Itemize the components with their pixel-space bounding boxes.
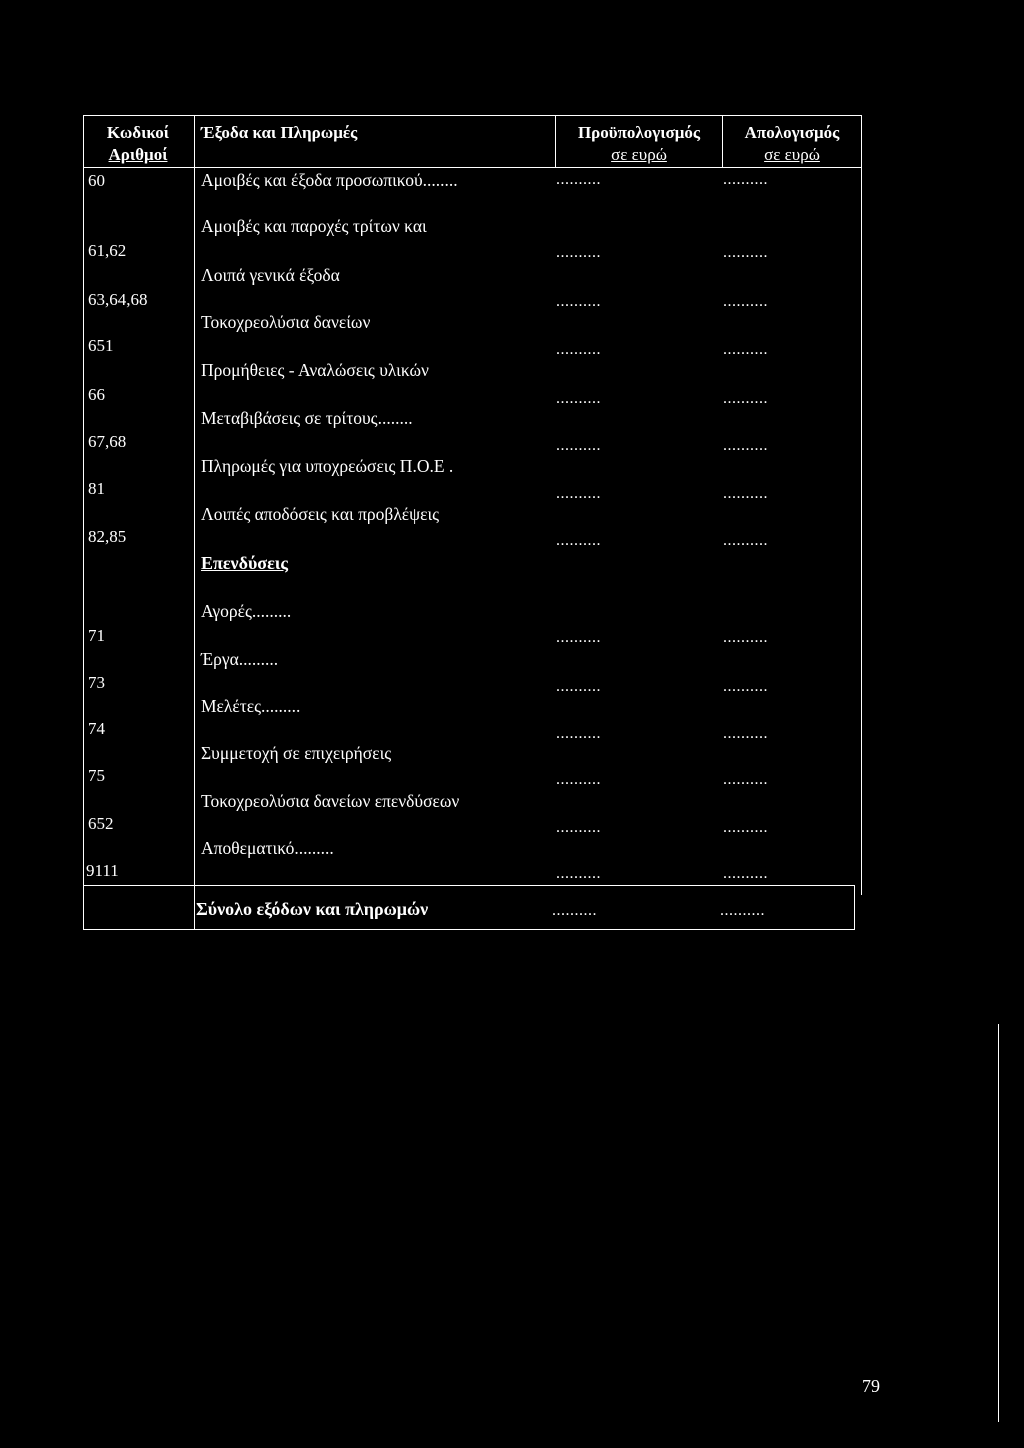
investment-code: 75 <box>88 766 105 785</box>
investment-actual: .......... <box>723 819 768 836</box>
row-actual: .......... <box>723 437 768 454</box>
row-code: 61,62 <box>88 241 127 260</box>
investment-code: 73 <box>88 673 105 692</box>
investment-budget: .......... <box>556 819 601 836</box>
table-border-right <box>861 115 862 895</box>
row-60-budget: .......... <box>556 171 601 188</box>
total-separator <box>83 885 854 886</box>
row-budget: .......... <box>556 293 601 310</box>
row-label: Λοιπές αποδόσεις και προβλέψεις <box>201 504 440 524</box>
investment-label: Μελέτες......... <box>201 696 301 716</box>
investment-budget: .......... <box>556 771 601 788</box>
table-border-right-bottom <box>854 885 855 930</box>
table-border-left <box>83 115 84 930</box>
table-border-top <box>83 115 862 116</box>
investment-code: 9111 <box>86 861 119 880</box>
row-actual: .......... <box>723 293 768 310</box>
total-label: Σύνολο εξόδων και πληρωμών <box>196 899 429 919</box>
row-label: Τοκοχρεολύσια δανείων <box>201 312 371 332</box>
row-label: Λοιπά γενικά έξοδα <box>201 265 340 285</box>
investment-budget: .......... <box>556 678 601 695</box>
row-budget: .......... <box>556 485 601 502</box>
row-budget: .......... <box>556 390 601 407</box>
investment-budget: .......... <box>556 725 601 742</box>
row-code: 81 <box>88 479 105 498</box>
investment-actual: .......... <box>723 771 768 788</box>
row-code: 66 <box>88 385 105 404</box>
investment-actual: .......... <box>723 865 768 882</box>
investment-label: Έργα......... <box>201 649 279 669</box>
investment-label: Τοκοχρεολύσια δανείων επενδύσεων <box>201 791 460 811</box>
row-code: 651 <box>88 336 114 355</box>
row-label: Προμήθειες - Αναλώσεις υλικών <box>201 360 429 380</box>
total-actual: .......... <box>720 902 765 919</box>
investment-budget: .......... <box>556 629 601 646</box>
row-label: Μεταβιβάσεις σε τρίτους........ <box>201 408 413 428</box>
column-divider-code <box>194 115 195 930</box>
investments-heading: Επενδύσεις <box>201 553 288 573</box>
investment-code: 74 <box>88 719 105 738</box>
investment-actual: .......... <box>723 678 768 695</box>
row-60-code: 60 <box>88 171 105 190</box>
row-budget: .......... <box>556 341 601 358</box>
row-actual: .......... <box>723 390 768 407</box>
row-code: 82,85 <box>88 527 127 546</box>
row-actual: .......... <box>723 341 768 358</box>
investment-code: 71 <box>88 626 105 645</box>
row-code: 63,64,68 <box>88 290 148 309</box>
row-label: Πληρωμές για υποχρεώσεις Π.Ο.Ε . <box>201 456 454 476</box>
page-number: 79 <box>862 1376 880 1396</box>
investment-code: 652 <box>88 814 114 833</box>
row-60-actual: .......... <box>723 171 768 188</box>
row-actual: .......... <box>723 244 768 261</box>
row-budget: .......... <box>556 437 601 454</box>
investment-label: Συμμετοχή σε επιχειρήσεις <box>201 743 392 763</box>
investment-actual: .......... <box>723 629 768 646</box>
header-codes: Κωδικοί Αριθμοί <box>106 123 170 164</box>
investment-label: Αγορές......... <box>201 601 292 621</box>
total-budget: .......... <box>552 902 597 919</box>
header-budget: Προϋπολογισμός σε ευρώ <box>577 123 701 164</box>
row-actual: .......... <box>723 532 768 549</box>
side-rule-right <box>998 1024 999 1422</box>
row-budget: .......... <box>556 244 601 261</box>
investment-actual: .......... <box>723 725 768 742</box>
table-border-bottom <box>83 929 854 930</box>
header-description: Έξοδα και Πληρωμές <box>201 123 358 142</box>
row-budget: .......... <box>556 532 601 549</box>
investment-label: Αποθεματικό......... <box>201 838 334 858</box>
row-code: 67,68 <box>88 432 127 451</box>
header-actual: Απολογισμός σε ευρώ <box>744 123 840 164</box>
investment-budget: .......... <box>556 865 601 882</box>
header-separator <box>83 167 862 168</box>
row-60-label: Αμοιβές και έξοδα προσωπικού........ <box>201 170 458 190</box>
row-actual: .......... <box>723 485 768 502</box>
row-label: Αμοιβές και παροχές τρίτων και <box>201 216 427 236</box>
